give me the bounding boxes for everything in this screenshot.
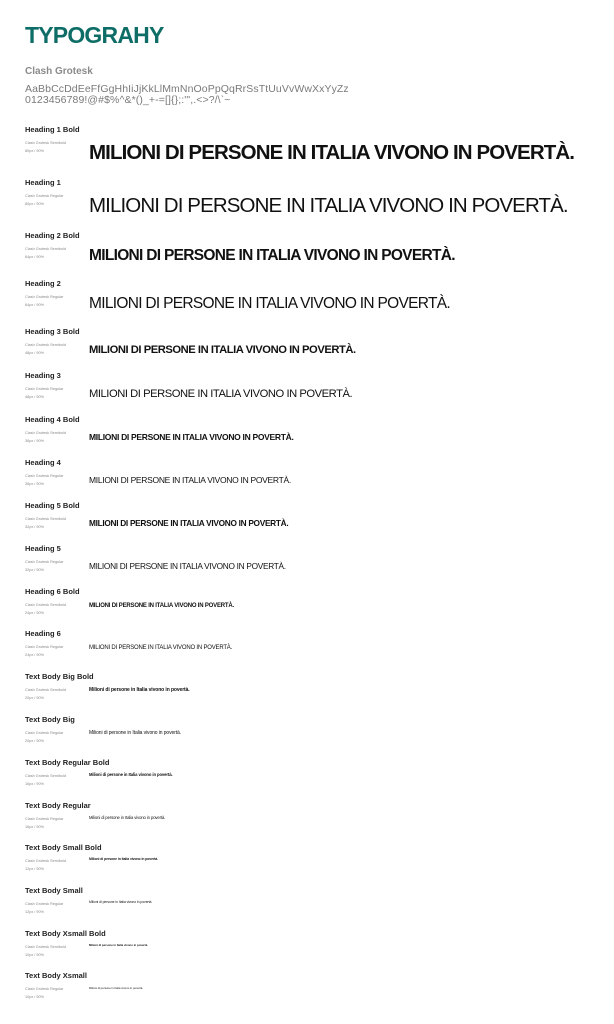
style-meta (25, 386, 63, 401)
style-size: 24px / 90% (25, 652, 44, 657)
style-font: Clash Grotesk Semibold (25, 945, 66, 949)
style-size: 36px / 90% (25, 438, 44, 443)
style-font: Clash Grotesk Regular (25, 387, 64, 391)
style-sample: MILIONI DI PERSONE IN ITALIA VIVONO IN POVERTÀ. (89, 247, 455, 264)
glyph-line-letters: AaBbCcDdEeFfGgHhIiJjKkLlMmNnOoPpQqRrSsTtUuVvWwXxYyZz (25, 83, 349, 95)
style-font: Clash Grotesk Regular (25, 731, 64, 735)
style-font: Clash Grotesk Semibold (25, 247, 66, 251)
style-sample: Milioni di persone in Italia vivono in povertà. (89, 943, 148, 947)
style-meta (25, 687, 66, 702)
style-sample: MILIONI DI PERSONE IN ITALIA VIVONO IN POVERTÀ. (89, 518, 289, 528)
style-name: Text Body Xsmall (25, 971, 87, 980)
style-name: Text Body Big Bold (25, 672, 94, 681)
style-name: Heading 1 (25, 178, 61, 187)
style-font: Clash Grotesk Regular (25, 560, 64, 564)
style-font: Clash Grotesk Regular (25, 817, 64, 821)
style-size: 32px / 90% (25, 567, 44, 572)
style-name: Heading 6 Bold (25, 587, 80, 596)
style-font: Clash Grotesk Regular (25, 902, 64, 906)
style-meta (25, 559, 63, 574)
page-title: TYPOGRAHY (25, 22, 164, 48)
style-sample: MILIONI DI PERSONE IN ITALIA VIVONO IN POVERTÀ. (89, 194, 568, 217)
style-font: Clash Grotesk Regular (25, 295, 64, 299)
style-meta (25, 944, 66, 959)
style-font: Clash Grotesk Semibold (25, 431, 66, 435)
style-name: Heading 1 Bold (25, 125, 80, 134)
style-meta (25, 773, 66, 788)
style-meta (25, 816, 63, 831)
style-meta (25, 342, 66, 357)
style-size: 20px / 90% (25, 738, 44, 743)
style-sample: MILIONI DI PERSONE IN ITALIA VIVONO IN POVERTÀ. (89, 295, 451, 312)
style-sample: MILIONI DI PERSONE IN ITALIA VIVONO IN POVERTÀ. (89, 603, 234, 609)
style-name: Text Body Xsmall Bold (25, 929, 106, 938)
style-sample: MILIONI DI PERSONE IN ITALIA VIVONO IN POVERTÀ. (89, 475, 291, 485)
style-name: Heading 5 (25, 544, 61, 553)
style-name: Text Body Small (25, 886, 83, 895)
style-font: Clash Grotesk Semibold (25, 859, 66, 863)
style-name: Heading 6 (25, 629, 61, 638)
style-sample: MILIONI DI PERSONE IN ITALIA VIVONO IN POVERTÀ. (89, 645, 233, 651)
style-name: Heading 2 Bold (25, 231, 80, 240)
glyph-line-symbols: 0123456789!@#$%^&*()_+-=[]{};:'",.<>?/\`~ (25, 94, 231, 106)
style-size: 20px / 90% (25, 695, 44, 700)
font-family-name: Clash Grotesk (25, 66, 93, 77)
style-sample: MILIONI DI PERSONE IN ITALIA VIVONO IN POVERTÀ. (89, 388, 353, 400)
style-font: Clash Grotesk Regular (25, 645, 64, 649)
style-name: Heading 3 (25, 371, 61, 380)
style-sample: MILIONI DI PERSONE IN ITALIA VIVONO IN POVERTÀ. (89, 432, 294, 442)
style-sample: MILIONI DI PERSONE IN ITALIA VIVONO IN POVERTÀ. (89, 561, 286, 571)
style-size: 24px / 90% (25, 610, 44, 615)
style-name: Heading 4 Bold (25, 415, 80, 424)
style-size: 10px / 90% (25, 952, 44, 957)
style-meta (25, 294, 63, 309)
style-meta (25, 644, 63, 659)
style-size: 64px / 90% (25, 254, 44, 259)
style-meta (25, 730, 63, 745)
style-size: 80px / 90% (25, 201, 44, 206)
style-size: 48px / 90% (25, 394, 44, 399)
style-meta (25, 193, 63, 208)
style-name: Text Body Regular Bold (25, 758, 110, 767)
style-size: 16px / 90% (25, 781, 44, 786)
style-size: 64px / 90% (25, 302, 44, 307)
style-sample: MILIONI DI PERSONE IN ITALIA VIVONO IN POVERTÀ. (89, 141, 575, 164)
style-size: 10px / 90% (25, 994, 44, 999)
style-name: Text Body Regular (25, 801, 91, 810)
style-meta (25, 901, 63, 916)
style-meta (25, 602, 66, 617)
style-name: Heading 3 Bold (25, 327, 80, 336)
style-meta (25, 858, 66, 873)
style-name: Text Body Small Bold (25, 843, 102, 852)
style-font: Clash Grotesk Regular (25, 474, 64, 478)
style-font: Clash Grotesk Semibold (25, 141, 66, 145)
style-font: Clash Grotesk Semibold (25, 774, 66, 778)
style-size: 12px / 90% (25, 909, 44, 914)
style-size: 80px / 90% (25, 148, 44, 153)
style-font: Clash Grotesk Semibold (25, 343, 66, 347)
style-size: 32px / 90% (25, 524, 44, 529)
style-meta (25, 140, 66, 155)
style-sample: Milioni di persone in Italia vivono in povertà. (89, 687, 190, 693)
style-sample: Milioni di persone in Italia vivono in povertà. (89, 900, 153, 904)
style-sample: Milioni di persone in Italia vivono in povertà. (89, 730, 182, 736)
style-sample: MILIONI DI PERSONE IN ITALIA VIVONO IN POVERTÀ. (89, 344, 356, 356)
style-sample: Milioni di persone in Italia vivono in povertà. (89, 772, 173, 777)
style-name: Heading 5 Bold (25, 501, 80, 510)
style-font: Clash Grotesk Semibold (25, 517, 66, 521)
style-name: Text Body Big (25, 715, 75, 724)
style-size: 16px / 90% (25, 824, 44, 829)
style-size: 36px / 90% (25, 481, 44, 486)
style-meta (25, 430, 66, 445)
style-meta (25, 246, 66, 261)
style-name: Heading 2 (25, 279, 61, 288)
glyph-specimen (25, 84, 349, 106)
style-size: 48px / 90% (25, 350, 44, 355)
style-sample: Milioni di persone in Italia vivono in povertà. (89, 986, 144, 990)
style-size: 12px / 90% (25, 866, 44, 871)
style-meta (25, 516, 66, 531)
style-font: Clash Grotesk Semibold (25, 603, 66, 607)
style-font: Clash Grotesk Regular (25, 987, 64, 991)
style-font: Clash Grotesk Regular (25, 194, 64, 198)
style-meta (25, 986, 63, 1001)
style-sample: Milioni di persone in Italia vivono in povertà. (89, 815, 166, 820)
style-font: Clash Grotesk Semibold (25, 688, 66, 692)
style-name: Heading 4 (25, 458, 61, 467)
style-meta (25, 473, 63, 488)
style-sample: Milioni di persone in Italia vivono in povertà. (89, 857, 159, 861)
